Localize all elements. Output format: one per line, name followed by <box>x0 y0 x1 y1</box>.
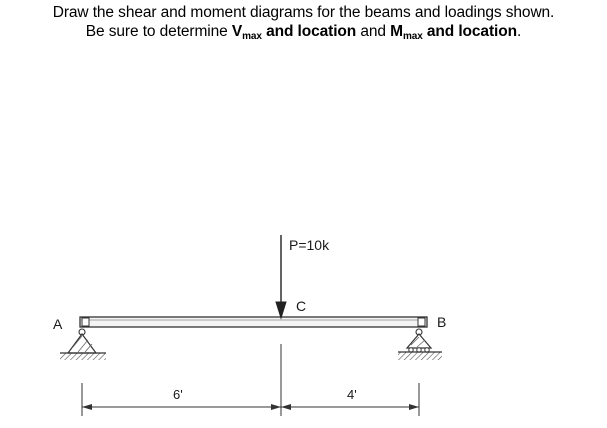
problem-line-2-start: Be sure to determine <box>85 23 232 40</box>
and-text: and <box>356 23 391 40</box>
dimension-line-left <box>82 404 281 410</box>
v-max-subscript: max <box>242 31 262 42</box>
beam <box>80 317 427 327</box>
dim-left-label: 6' <box>173 387 183 402</box>
m-location-text: and location <box>422 23 517 40</box>
load-label: P=10k <box>289 237 330 253</box>
period: . <box>516 23 522 40</box>
m-max-subscript: max <box>402 31 423 42</box>
m-symbol: M <box>390 23 403 40</box>
support-b-label: B <box>437 314 447 330</box>
dim-right-label: 4' <box>347 387 357 402</box>
dimension-line-right <box>281 404 419 410</box>
support-a-label: A <box>53 316 63 332</box>
problem-line-1: Draw the shear and moment diagrams for the beams and loadings shown. <box>52 4 555 21</box>
point-c-label: C <box>296 298 307 314</box>
v-location-text: and location <box>261 23 357 40</box>
point-load-arrow <box>276 235 286 318</box>
v-symbol: V <box>231 23 243 40</box>
